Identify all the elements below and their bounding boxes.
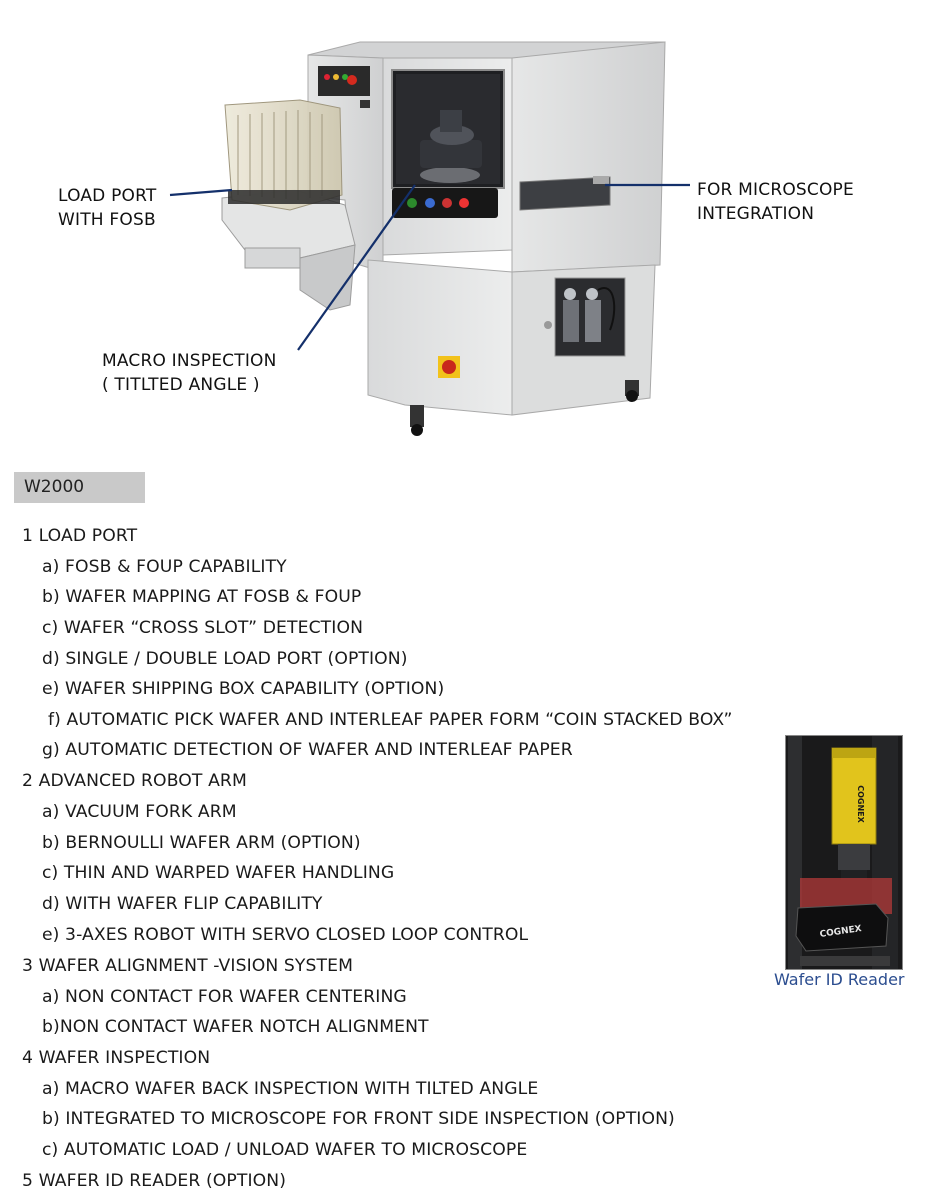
spec-heading: 1 LOAD PORT bbox=[22, 526, 138, 546]
spec-item: a) MACRO WAFER BACK INSPECTION WITH TILTED ANGLE bbox=[42, 1079, 539, 1099]
spec-item: e) WAFER SHIPPING BOX CAPABILITY (OPTION) bbox=[42, 679, 445, 699]
spec-item: g) AUTOMATIC DETECTION OF WAFER AND INTERLEAF PAPER bbox=[42, 740, 573, 760]
cabinet-lower bbox=[368, 260, 512, 415]
spec-heading: 3 WAFER ALIGNMENT -VISION SYSTEM bbox=[22, 956, 354, 976]
wafer-id-reader-photo bbox=[785, 735, 903, 970]
spec-item: c) THIN AND WARPED WAFER HANDLING bbox=[42, 863, 395, 883]
camera-illustration bbox=[786, 736, 902, 969]
callout-macro-inspection: MACRO INSPECTION ( TITLTED ANGLE ) bbox=[102, 351, 277, 395]
spec-item: a) FOSB & FOUP CAPABILITY bbox=[42, 557, 287, 577]
cogex-bottom-label: COGNEX bbox=[819, 924, 863, 940]
wafer-id-reader-caption: Wafer ID Reader bbox=[774, 970, 905, 989]
spec-item: f) AUTOMATIC PICK WAFER AND INTERLEAF PAPER FORM “COIN STACKED BOX” bbox=[48, 710, 733, 730]
spec-item: a) VACUUM FORK ARM bbox=[42, 802, 237, 822]
spec-heading: 4 WAFER INSPECTION bbox=[22, 1048, 211, 1068]
spec-item: c) AUTOMATIC LOAD / UNLOAD WAFER TO MICROSCOPE bbox=[42, 1140, 528, 1160]
spec-heading: 2 ADVANCED ROBOT ARM bbox=[22, 771, 247, 791]
spec-heading: 5 WAFER ID READER (OPTION) bbox=[22, 1171, 287, 1191]
cabinet-right bbox=[512, 42, 665, 272]
model-title: W2000 bbox=[14, 472, 145, 503]
cogex-top-label: COGNEX bbox=[856, 785, 865, 823]
spec-item: e) 3-AXES ROBOT WITH SERVO CLOSED LOOP CONTROL bbox=[42, 925, 529, 945]
spec-item: b) INTEGRATED TO MICROSCOPE FOR FRONT SIDE INSPECTION (OPTION) bbox=[42, 1109, 675, 1129]
callout-microscope: FOR MICROSCOPE INTEGRATION bbox=[697, 180, 854, 224]
spec-item: b) WAFER MAPPING AT FOSB & FOUP bbox=[42, 587, 362, 607]
indicator-panel bbox=[318, 66, 370, 96]
spec-item: d) WITH WAFER FLIP CAPABILITY bbox=[42, 894, 323, 914]
e-stop-icon bbox=[442, 360, 456, 374]
spec-item: c) WAFER “CROSS SLOT” DETECTION bbox=[42, 618, 364, 638]
leader-load-port bbox=[170, 190, 232, 195]
spec-item: b)NON CONTACT WAFER NOTCH ALIGNMENT bbox=[42, 1017, 429, 1037]
spec-item: b) BERNOULLI WAFER ARM (OPTION) bbox=[42, 833, 361, 853]
callout-load-port: LOAD PORT WITH FOSB bbox=[58, 186, 157, 230]
emergency-stop-icon bbox=[347, 75, 357, 85]
spec-item: d) SINGLE / DOUBLE LOAD PORT (OPTION) bbox=[42, 649, 408, 669]
spec-item: a) NON CONTACT FOR WAFER CENTERING bbox=[42, 987, 407, 1007]
